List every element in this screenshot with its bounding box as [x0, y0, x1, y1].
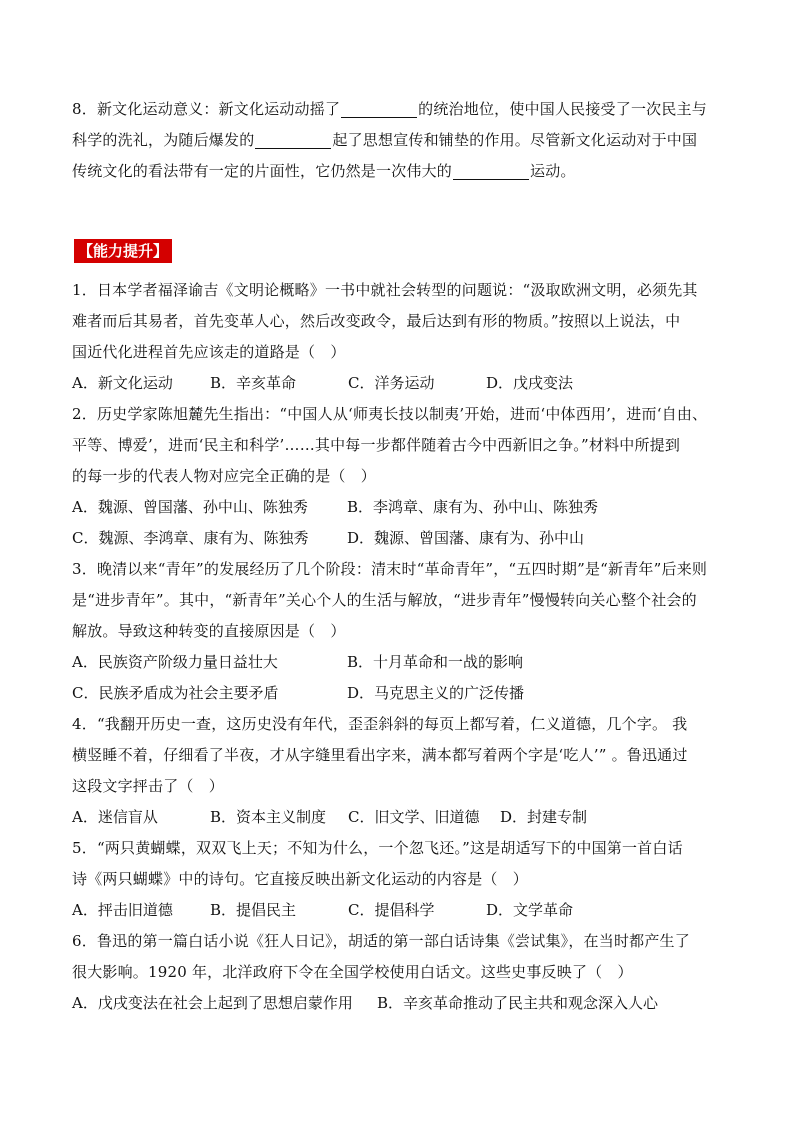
question-8-line-3: [72, 156, 732, 187]
option-b[interactable]: B．辛亥革命: [210, 374, 297, 392]
option-a[interactable]: A．迷信盲从: [72, 808, 158, 826]
option-a[interactable]: A．民族资产阶级力量日益壮大: [72, 653, 278, 671]
question-text: 科学的洗礼，为随后爆发的: [72, 131, 255, 149]
question-line: 解放。导致这种转变的直接原因是（ ）: [72, 622, 346, 640]
option-a[interactable]: A．戊戌变法在社会上起到了思想启蒙作用: [72, 994, 353, 1012]
question-line: 5．“两只黄蝴蝶，双双飞上天；不知为什么，一个忽飞还。”这是胡适写下的中国第一首白话: [72, 839, 683, 857]
question-line: 诗《两只蝴蝶》中的诗句。它直接反映出新文化运动的内容是（ ）: [72, 870, 529, 888]
question-line: 横竖睡不着，仔细看了半夜，才从字缝里看出字来，满本都写着两个字是‘吃人’” 。鲁迅通过: [72, 746, 688, 764]
question-8: [72, 94, 732, 187]
question-line: 6．鲁迅的第一篇白话小说《狂人日记》，胡适的第一部白话诗集《尝试集》，在当时都产生了: [72, 932, 690, 950]
section-label: 【能力提升】: [74, 239, 172, 263]
question-5: [72, 833, 732, 926]
question-text: 的统治地位，使中国人民接受了一次民主与: [418, 100, 707, 118]
option-row: [72, 368, 732, 399]
question-line: 1．日本学者福泽谕吉《文明论概略》一书中就社会转型的问题说：“汲取欧洲文明，必须先其: [72, 281, 698, 299]
option-d[interactable]: D．文学革命: [486, 901, 574, 919]
question-line: 3．晚清以来“青年”的发展经历了几个阶段：清末时“革命青年”，“五四时期”是“新青年”后来则: [72, 560, 708, 578]
option-row: [72, 492, 732, 523]
option-row: [72, 678, 732, 709]
option-b[interactable]: B．提倡民主: [210, 901, 297, 919]
question-line: 国近代化进程首先应该走的道路是（ ）: [72, 343, 346, 361]
question-text: 运动。: [530, 162, 576, 180]
option-d[interactable]: D．戊戌变法: [486, 374, 574, 392]
question-line: 2．历史学家陈旭麓先生指出：“中国人从‘师夷长技以制夷’开始，进而‘中体西用’，进而‘自由、: [72, 405, 708, 423]
option-b[interactable]: B．辛亥革命推动了民主共和观念深入人心: [377, 994, 659, 1012]
question-1: [72, 275, 732, 399]
question-line: 的每一步的代表人物对应完全正确的是（ ）: [72, 467, 377, 485]
option-row: [72, 647, 732, 678]
option-c[interactable]: C．旧文学、旧道德: [348, 808, 480, 826]
question-8-line-2: [72, 125, 732, 156]
option-a[interactable]: A．魏源、曾国藩、孙中山、陈独秀: [72, 498, 308, 516]
answer-blank[interactable]: [341, 99, 417, 118]
question-line: 很大影响。1920 年，北洋政府下令在全国学校使用白话文。这些史事反映了（ ）: [72, 963, 633, 981]
question-line: 4．“我翻开历史一查，这历史没有年代，歪歪斜斜的每页上都写着，仁义道德，几个字。 我: [72, 715, 688, 733]
question-line: 平等、博爱’，进而‘民主和科学’……其中每一步都伴随着古今中西新旧之争。”材料中所提到: [72, 436, 681, 454]
answer-blank[interactable]: [453, 161, 529, 180]
option-row: [72, 988, 732, 1019]
option-b[interactable]: B．十月革命和一战的影响: [347, 653, 524, 671]
question-6: [72, 926, 732, 1019]
option-b[interactable]: B．资本主义制度: [210, 808, 327, 826]
question-line: 这段文字抨击了（ ）: [72, 777, 225, 795]
option-row: [72, 895, 732, 926]
question-2: [72, 399, 732, 554]
question-list: [72, 275, 732, 1019]
option-row: [72, 523, 732, 554]
option-d[interactable]: D．马克思主义的广泛传播: [347, 684, 525, 702]
option-b[interactable]: B．李鸿章、康有为、孙中山、陈独秀: [347, 498, 599, 516]
option-d[interactable]: D．魏源、曾国藩、康有为、孙中山: [347, 529, 585, 547]
question-8-line-1: [72, 94, 732, 125]
question-text: 传统文化的看法带有一定的片面性，它仍然是一次伟大的: [72, 162, 453, 180]
option-c[interactable]: C．民族矛盾成为社会主要矛盾: [72, 684, 279, 702]
answer-blank[interactable]: [255, 130, 331, 149]
question-4: [72, 709, 732, 833]
option-a[interactable]: A．新文化运动: [72, 374, 173, 392]
question-text: 起了思想宣传和铺垫的作用。尽管新文化运动对于中国: [332, 131, 698, 149]
option-a[interactable]: A．抨击旧道德: [72, 901, 173, 919]
question-line: 难者而后其易者，首先变革人心，然后改变政令，最后达到有形的物质。”按照以上说法，中: [72, 312, 681, 330]
option-row: [72, 802, 732, 833]
option-d[interactable]: D．封建专制: [500, 808, 588, 826]
option-c[interactable]: C．魏源、李鸿章、康有为、陈独秀: [72, 529, 309, 547]
question-text: 8．新文化运动意义：新文化运动动摇了: [72, 100, 341, 118]
question-line: 是“进步青年”。其中，“新青年”关心个人的生活与解放，“进步青年”慢慢转向关心整个社会的: [72, 591, 697, 609]
option-c[interactable]: C．洋务运动: [348, 374, 435, 392]
option-c[interactable]: C．提倡科学: [348, 901, 435, 919]
question-3: [72, 554, 732, 709]
